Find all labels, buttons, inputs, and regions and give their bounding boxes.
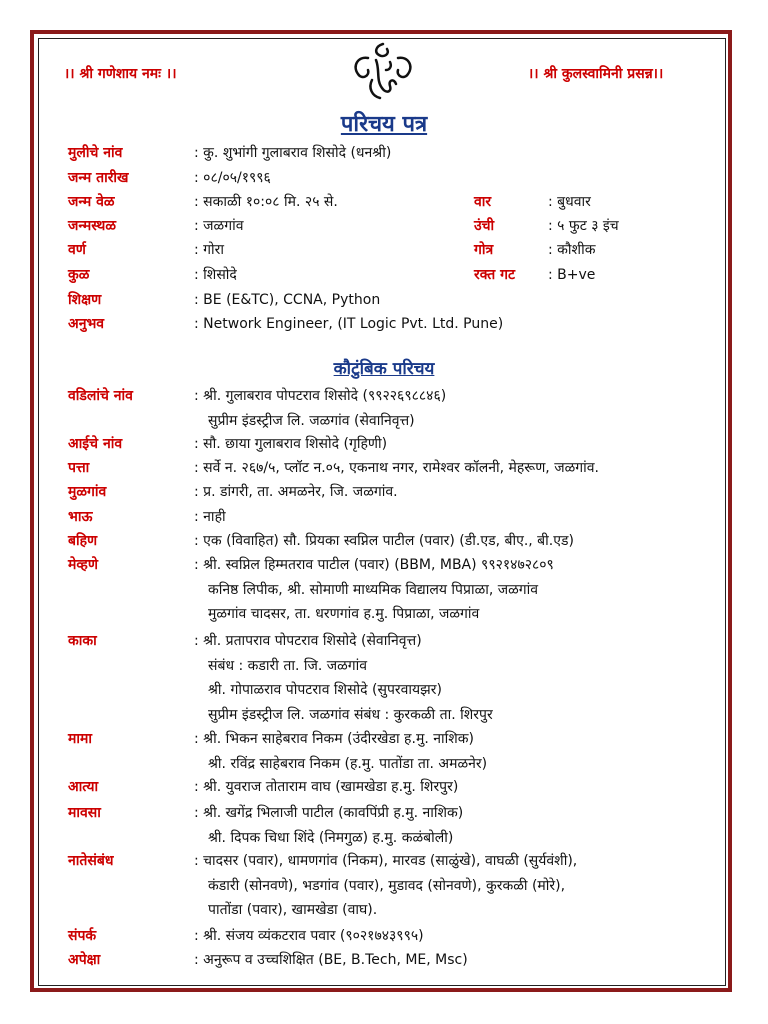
- family-label: संपर्क: [68, 928, 97, 944]
- family-value-line: श्री. दिपक चिधा शिंदे (निमगुळ) ह.मु. कळंबोली): [208, 829, 454, 846]
- family-value-line: : सर्वे न. २६७/५, प्लॉट न.०५, एकनाथ नगर, रामेश्वर कॉलनी, मेहरूण, जळगांव.: [194, 460, 599, 476]
- field-label: जन्म वेळ: [68, 194, 115, 210]
- field-value: : ५ फुट ३ इंच: [548, 218, 619, 234]
- family-label: वडिलांचे नांव: [68, 388, 133, 404]
- field-value: : B+ve: [548, 267, 596, 283]
- family-label: मेव्हणे: [68, 557, 98, 573]
- ganesh-icon: [346, 40, 420, 102]
- field-value: : बुधवार: [548, 194, 591, 210]
- family-label: मामा: [68, 731, 92, 747]
- field-value: : कु. शुभांगी गुलाबराव शिसोदे (धनश्री): [194, 145, 392, 161]
- field-label: जन्मस्थळ: [68, 218, 116, 234]
- family-label: अपेक्षा: [68, 952, 101, 968]
- family-section-title: कौटुंबिक परिचय: [333, 359, 435, 379]
- family-value-line: : श्री. संजय व्यंकटराव पवार (९०२१७४३९९५): [194, 928, 424, 944]
- family-label: आईचे नांव: [68, 436, 123, 452]
- family-value-line: कंडारी (सोनवणे), भडगांव (पवार), मुडावद (सोनवणे), कुरकळी (मोरे),: [208, 877, 566, 894]
- field-value: : सकाळी १०:०८ मि. २५ से.: [194, 194, 338, 210]
- family-value-line: : श्री. भिकन साहेबराव निकम (उंदीरखेडा ह.मु. नाशिक): [194, 731, 474, 747]
- family-value-line: : सौ. छाया गुलाबराव शिसोदे (गृहिणी): [194, 436, 388, 452]
- field-label: मुलीचे नांव: [68, 145, 123, 161]
- family-value-line: : श्री. खगेंद्र भिलाजी पाटील (कावपिंप्री ह.मु. नाशिक): [194, 805, 464, 821]
- left-blessing: ।। श्री गणेशाय नमः ।।: [64, 66, 177, 82]
- family-value-line: श्री. रविंद्र साहेबराव निकम (ह.मु. पातोंडा ता. अमळनेर): [208, 755, 488, 772]
- field-value: : कौशीक: [548, 242, 596, 258]
- family-value-line: सुप्रीम इंडस्ट्रीज लि. जळगांव (सेवानिवृत्त): [208, 412, 415, 429]
- family-label: आत्या: [68, 779, 99, 795]
- family-value-line: : श्री. गुलाबराव पोपटराव शिसोदे (९९२२६९८८४६): [194, 388, 447, 404]
- field-label: वार: [474, 194, 492, 210]
- family-value-line: कनिष्ठ लिपीक, श्री. सोमाणी माध्यमिक विद्यालय पिप्राळा, जळगांव: [208, 581, 539, 598]
- family-value-line: मुळगांव चादसर, ता. धरणगांव ह.मु. पिप्राळा, जळगांव: [208, 606, 480, 622]
- field-label: रक्त गट: [474, 267, 516, 283]
- family-value-line: : अनुरूप व उच्चशिक्षित (BE, B.Tech, ME, Msc): [194, 952, 468, 968]
- family-value-line: : नाही: [194, 509, 226, 525]
- family-value-line: : चादसर (पवार), धामणगांव (निकम), मारवड (साळुंखे), वाघळी (सुर्यवंशी),: [194, 853, 578, 869]
- field-label: अनुभव: [68, 316, 105, 332]
- family-label: मावसा: [68, 805, 101, 821]
- family-value-line: सुप्रीम इंडस्ट्रीज लि. जळगांव संबंध : कुरकळी ता. शिरपुर: [208, 706, 493, 723]
- field-label: वर्ण: [68, 242, 86, 258]
- field-value: : BE (E&TC), CCNA, Python: [194, 292, 381, 308]
- family-value-line: श्री. गोपाळराव पोपटराव शिसोदे (सुपरवायझर): [208, 682, 442, 698]
- page-title: परिचय पत्र: [340, 112, 428, 137]
- family-label: पत्ता: [68, 460, 90, 476]
- family-value-line: : एक (विवाहित) सौ. प्रियका स्वप्निल पाटील (पवार) (डी.एड, बीए., बी.एड): [194, 533, 574, 549]
- field-value: : जळगांव: [194, 218, 244, 234]
- family-value-line: संबंध : कडारी ता. जि. जळगांव: [208, 657, 368, 674]
- family-label: मुळगांव: [68, 484, 107, 500]
- family-value-line: : श्री. युवराज तोताराम वाघ (खामखेडा ह.मु. शिरपुर): [194, 779, 459, 795]
- field-label: शिक्षण: [68, 292, 102, 308]
- field-value: : Network Engineer, (IT Logic Pvt. Ltd. Pune): [194, 316, 504, 332]
- family-value-line: : श्री. स्वप्निल हिम्मतराव पाटील (पवार) (BBM, MBA) ९९२१४७२८०९: [194, 557, 554, 573]
- field-value: : शिसोदे: [194, 267, 237, 283]
- field-label: कुळ: [68, 267, 90, 283]
- family-label: नातेसंबंध: [68, 853, 114, 869]
- right-blessing: ।। श्री कुलस्वामिनी प्रसन्न।।: [528, 66, 664, 82]
- family-value-line: : प्र. डांगरी, ता. अमळनेर, जि. जळगांव.: [194, 484, 398, 500]
- family-label: काका: [68, 633, 97, 649]
- family-value-line: : श्री. प्रतापराव पोपटराव शिसोदे (सेवानिवृत्त): [194, 633, 422, 649]
- family-label: भाऊ: [68, 509, 93, 525]
- field-value: : ०८/०५/१९९६: [194, 170, 271, 186]
- field-label: जन्म तारीख: [68, 170, 129, 186]
- field-label: उंची: [474, 218, 495, 234]
- field-value: : गोरा: [194, 242, 225, 258]
- family-label: बहिण: [68, 533, 98, 549]
- field-label: गोत्र: [474, 242, 494, 258]
- family-value-line: पातोंडा (पवार), खामखेडा (वाघ).: [208, 902, 378, 918]
